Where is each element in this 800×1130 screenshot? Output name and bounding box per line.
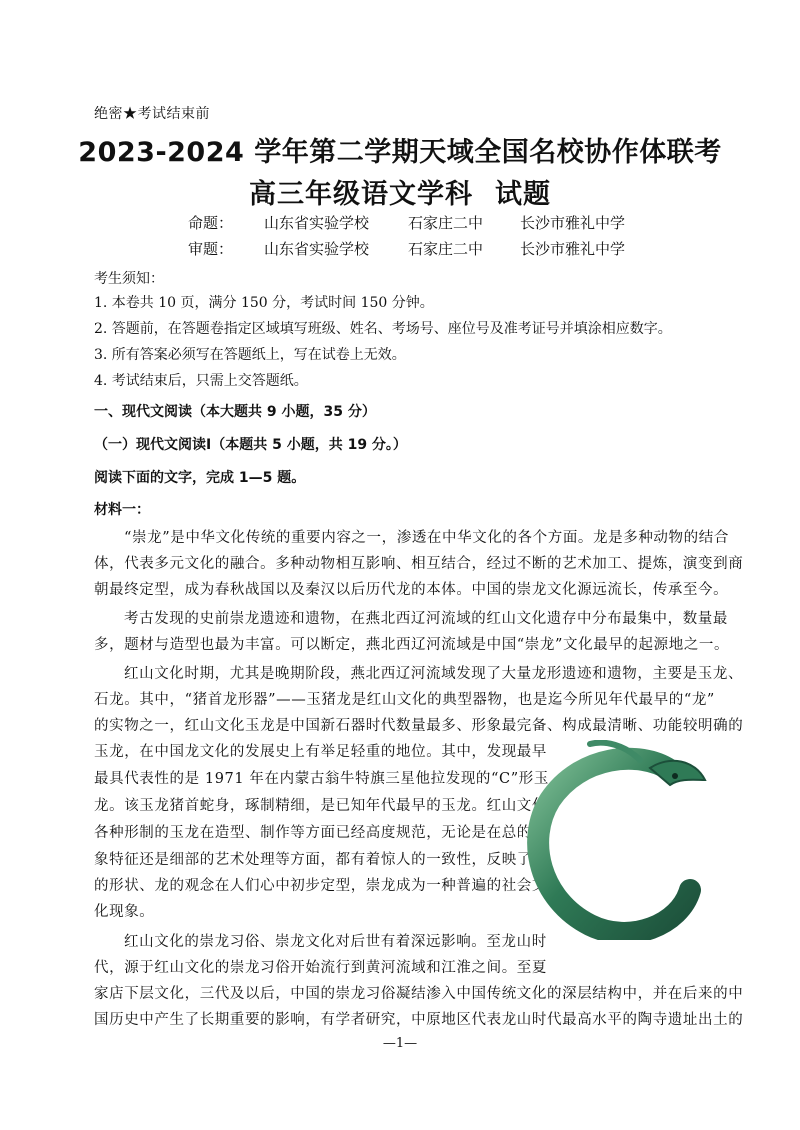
notice-item: 3. 所有答案必须写在答题纸上，写在试卷上无效。 [94,347,406,363]
body-line: 各种形制的玉龙在造型、制作等方面已经高度规范，无论是在总的形 [94,825,547,841]
notice-heading: 考生须知： [94,271,164,287]
subtitle-right: 试题 [495,179,551,210]
exam-title: 2023-2024 学年第二学期天域全国名校协作体联考 [78,137,722,168]
subtitle-left: 高三年级语文学科 [249,179,473,210]
body-line: 最具代表性的是 1971 年在内蒙古翁牛特旗三星他拉发现的“C”形玉 [94,771,549,787]
material-label: 材料一： [94,502,150,518]
reading-instruction: 阅读下面的文字，完成 1—5 题。 [94,470,306,486]
jade-dragon-image [520,740,720,940]
credit-review-school-2: 石家庄二中 [408,240,484,258]
body-line: “崇龙”是中华文化传统的重要内容之一，渗透在中华文化的各个方面。龙是多种动物的结合 [124,530,729,546]
body-line: 红山文化的崇龙习俗、崇龙文化对后世有着深远影响。至龙山时 [124,934,547,950]
body-line: 家店下层文化，三代及以后，中国的崇龙习俗凝结渗入中国传统文化的深层结构中，并在后来的中 [94,986,744,1002]
notice-item: 4. 考试结束后，只需上交答题纸。 [94,373,308,389]
credit-review [188,238,625,259]
body-line: 的形状、龙的观念在人们心中初步定型，崇龙成为一种普遍的社会文 [94,878,547,894]
body-line: 红山文化时期，尤其是晚期阶段，燕北西辽河流域发现了大量龙形遗迹和遗物，主要是玉龙、 [124,666,744,682]
section-heading-part1a: （一）现代文阅读Ⅰ（本题共 5 小题，共 19 分。） [94,437,407,453]
credit-propose-school-3: 长沙市雅礼中学 [520,214,626,232]
body-line: 体，代表多元文化的融合。多种动物相互影响、相互结合，经过不断的艺术加工、提炼，演变到商 [94,556,744,572]
body-line: 龙。该玉龙猪首蛇身，琢制精细，是已知年代最早的玉龙。红山文化 [94,798,547,814]
notice-item: 1. 本卷共 10 页，满分 150 分，考试时间 150 分钟。 [94,295,434,311]
notice-item: 2. 答题前，在答题卷指定区域填写班级、姓名、考场号、座位号及准考证号并填涂相应数字。 [94,321,672,337]
section-heading-part1: 一、现代文阅读（本大题共 9 小题，35 分） [94,404,376,420]
body-line: 化现象。 [94,904,155,920]
credit-review-school-3: 长沙市雅礼中学 [520,240,626,258]
confidential-mark: 绝密★考试结束前 [94,106,210,122]
body-line: 石龙。其中，“猪首龙形器”——玉猪龙是红山文化的典型器物，也是迄今所见年代最早的“龙” [94,692,715,708]
page-number: —1— [382,1036,418,1051]
body-line: 考古发现的史前崇龙遗迹和遗物，在燕北西辽河流域的红山文化遗存中分布最集中，数量最 [124,611,728,627]
credit-propose-school-2: 石家庄二中 [408,214,484,232]
exam-subtitle [0,172,800,211]
credit-propose [188,212,625,233]
body-line: 的实物之一，红山文化玉龙是中国新石器时代数量最多、形象最完备、构成最清晰、功能较明确的 [94,718,744,734]
body-line: 朝最终定型，成为春秋战国以及秦汉以后历代龙的本体。中国的崇龙文化源远流长，传承至今。 [94,582,729,598]
body-line: 多，题材与造型也最为丰富。可以断定，燕北西辽河流域是中国“崇龙”文化最早的起源地之一。 [94,637,730,653]
credit-review-school-1: 山东省实验学校 [264,240,370,258]
body-line: 玉龙，在中国龙文化的发展史上有举足轻重的地位。其中，发现最早 [94,744,547,760]
body-line: 代，源于红山文化的崇龙习俗开始流行到黄河流域和江淮之间。至夏 [94,960,547,976]
credit-review-label: 审题： [188,240,234,258]
credit-propose-school-1: 山东省实验学校 [264,214,370,232]
credit-propose-label: 命题： [188,214,234,232]
body-line: 国历史中产生了长期重要的影响，有学者研究，中原地区代表龙山时代最高水平的陶寺遗址出土的 [94,1012,744,1028]
body-line: 象特征还是细部的艺术处理等方面，都有着惊人的一致性，反映了龙 [94,852,547,868]
